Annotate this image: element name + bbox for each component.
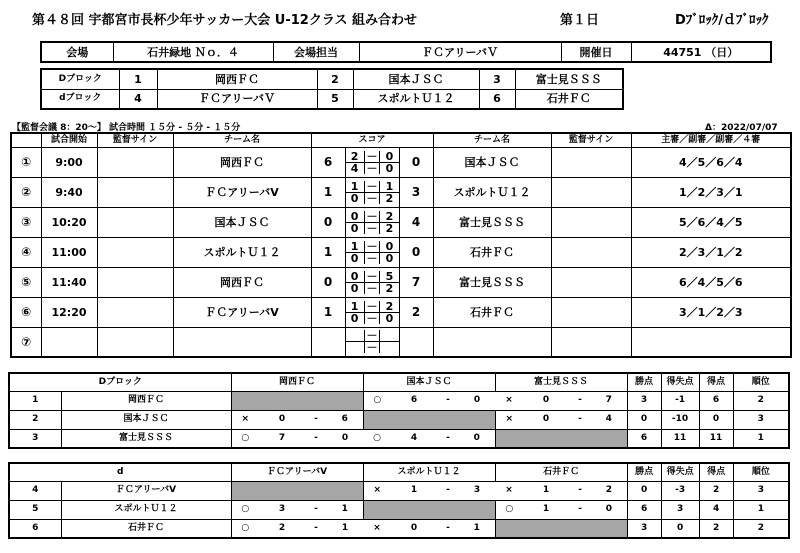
team-number: 3 — [9, 429, 61, 448]
team-number: 6 — [9, 519, 61, 538]
home-team: ＦＣアリーバV — [173, 297, 311, 327]
away-sign — [551, 267, 631, 297]
score-dash: － — [364, 330, 380, 341]
team-name: 岡西ＦＣ — [61, 391, 231, 410]
goal-difference: -3 — [661, 481, 699, 500]
away-second-half: 0 — [379, 313, 398, 324]
score-separator: - — [437, 429, 459, 448]
home-second-half: 0 — [350, 251, 359, 265]
opponent-header: 富士見ＳＳＳ — [495, 373, 627, 391]
goals-for: 2 — [259, 519, 305, 538]
away-second-half: 2 — [379, 283, 398, 294]
page-title: 第４８回 宇都宮市長杯少年サッカー大会 U-12クラス 組み合わせ — [32, 13, 417, 28]
team-number: 2 — [317, 69, 353, 89]
goals-against: 4 — [591, 410, 627, 429]
home-sign — [97, 147, 173, 177]
standings-row — [9, 391, 789, 410]
team-number: 3 — [479, 69, 515, 89]
goals-for: 0 — [391, 519, 437, 538]
home-score: 0 — [311, 267, 345, 297]
away-first-half — [379, 330, 398, 341]
updated-date: Δ：2022/07/07 — [705, 123, 778, 133]
goals-for: 7 — [259, 429, 305, 448]
home-sign — [97, 237, 173, 267]
home-second-half: 0 — [350, 311, 359, 325]
team-name: 富士見ＳＳＳ — [61, 429, 231, 448]
self-match-cell — [495, 429, 627, 448]
rank: 2 — [733, 519, 789, 538]
points: 0 — [627, 410, 661, 429]
goals-scored: 2 — [699, 519, 733, 538]
away-team: 富士見ＳＳＳ — [433, 267, 551, 297]
away-score: 3 — [399, 177, 433, 207]
header-team: チーム名 — [173, 133, 311, 147]
match-time: 11:40 — [41, 267, 97, 297]
match-row — [11, 237, 791, 267]
team-number: 5 — [317, 89, 353, 109]
goals-scored: 11 — [699, 429, 733, 448]
half-scores — [345, 237, 399, 267]
goals-scored: 4 — [699, 500, 733, 519]
goals-for: 1 — [391, 481, 437, 500]
referee-assignment: 3／1／2／3 — [631, 297, 791, 327]
header-score: スコア — [311, 133, 433, 147]
home-first-half — [346, 330, 364, 341]
away-team: 石井ＦＣ — [433, 297, 551, 327]
match-number: ⑥ — [11, 297, 41, 327]
standings-row — [9, 500, 789, 519]
team-name: 石井ＦＣ — [61, 519, 231, 538]
referee-assignment: 5／6／4／5 — [631, 207, 791, 237]
team-number: 2 — [9, 410, 61, 429]
score-separator: - — [437, 519, 459, 538]
schedule-table — [10, 132, 792, 358]
home-sign — [97, 297, 173, 327]
match-row — [11, 177, 791, 207]
home-first-half: 1 — [350, 239, 359, 253]
score-separator: - — [305, 410, 327, 429]
block-label: Dﾌﾞﾛｯｸ/ｄﾌﾞﾛｯｸ — [675, 13, 769, 28]
home-first-half: 1 — [350, 299, 359, 313]
stat-header: 得点 — [699, 463, 733, 481]
result-mark: ○ — [363, 429, 391, 448]
standings-header-row — [9, 373, 789, 391]
away-second-half: 2 — [379, 223, 398, 234]
points: 3 — [627, 519, 661, 538]
home-score: 1 — [311, 297, 345, 327]
match-number: ④ — [11, 237, 41, 267]
self-match-cell — [363, 500, 495, 519]
stat-header: 順位 — [733, 463, 789, 481]
rank: 3 — [733, 481, 789, 500]
goal-difference: 3 — [661, 500, 699, 519]
home-team — [173, 327, 311, 357]
goals-against: 7 — [591, 391, 627, 410]
standings-row — [9, 519, 789, 538]
score-separator: - — [437, 391, 459, 410]
home-team: ＦＣアリーバV — [173, 177, 311, 207]
score-dash: － — [364, 223, 380, 234]
result-mark: ○ — [231, 500, 259, 519]
result-mark: × — [495, 481, 523, 500]
header-sign: 監督サイン — [97, 133, 173, 147]
goals-against: 0 — [591, 500, 627, 519]
goals-against: 6 — [327, 410, 363, 429]
home-score: 1 — [311, 237, 345, 267]
home-sign — [97, 177, 173, 207]
stat-header: 得点 — [699, 373, 733, 391]
goals-for: 4 — [391, 429, 437, 448]
match-time: 12:20 — [41, 297, 97, 327]
self-match-cell — [231, 391, 363, 410]
standings-row — [9, 429, 789, 448]
goals-against: 1 — [327, 500, 363, 519]
goals-against: 2 — [591, 481, 627, 500]
score-separator: - — [569, 481, 591, 500]
points: 6 — [627, 429, 661, 448]
goal-difference: -1 — [661, 391, 699, 410]
home-team: 岡西ＦＣ — [173, 267, 311, 297]
self-match-cell — [231, 481, 363, 500]
result-mark: × — [495, 410, 523, 429]
team-number: 6 — [479, 89, 515, 109]
stat-header: 順位 — [733, 373, 789, 391]
meeting-info: 【監督会議 8：20～】 試合時間 １５分 - ５分 - １５分 — [12, 123, 241, 133]
score-dash: － — [364, 193, 380, 204]
goals-scored: 6 — [699, 391, 733, 410]
team-number: 4 — [9, 481, 61, 500]
standings-table-d — [8, 462, 790, 539]
team-number: 1 — [9, 391, 61, 410]
header-refs: 主審／副審／副審／４審 — [631, 133, 791, 147]
home-score — [311, 327, 345, 357]
venue-label: 会場 — [41, 42, 113, 62]
away-score: 0 — [399, 237, 433, 267]
score-dash: － — [364, 301, 380, 312]
home-second-half: 4 — [350, 161, 359, 175]
match-number: ② — [11, 177, 41, 207]
home-team: 岡西ＦＣ — [173, 147, 311, 177]
result-mark: ○ — [231, 429, 259, 448]
match-time: 9:40 — [41, 177, 97, 207]
goals-against: 3 — [459, 481, 495, 500]
home-first-half: 0 — [350, 269, 359, 283]
half-scores — [345, 147, 399, 177]
points: 3 — [627, 391, 661, 410]
goal-difference: -10 — [661, 410, 699, 429]
block-name: Dブロック — [41, 69, 119, 89]
away-second-half: 0 — [379, 163, 398, 174]
away-sign — [551, 207, 631, 237]
goal-difference: 11 — [661, 429, 699, 448]
away-team: 富士見ＳＳＳ — [433, 207, 551, 237]
match-row — [11, 207, 791, 237]
away-score: 0 — [399, 147, 433, 177]
block-team-table — [40, 68, 624, 110]
standings-block-name: d — [9, 463, 231, 481]
team-name: ＦＣアリーバＶ — [157, 89, 317, 109]
away-second-half — [379, 342, 398, 353]
opponent-header: スポルトＵ１２ — [363, 463, 495, 481]
team-name: 富士見ＳＳＳ — [515, 69, 623, 89]
header-num — [11, 133, 41, 147]
team-number: 1 — [119, 69, 157, 89]
goals-for: 0 — [259, 410, 305, 429]
goals-against: 0 — [459, 391, 495, 410]
home-score: 0 — [311, 207, 345, 237]
score-dash: － — [364, 283, 380, 294]
standings-block-name: Dブロック — [9, 373, 231, 391]
goals-against: 0 — [459, 429, 495, 448]
half-scores — [345, 267, 399, 297]
home-second-half — [346, 342, 364, 353]
goals-against: 0 — [327, 429, 363, 448]
match-time: 10:20 — [41, 207, 97, 237]
result-mark: × — [231, 410, 259, 429]
score-dash: － — [364, 342, 380, 353]
header-start: 試合開始 — [41, 133, 97, 147]
home-second-half: 0 — [350, 191, 359, 205]
half-scores — [345, 297, 399, 327]
match-number: ① — [11, 147, 41, 177]
goals-against: 1 — [459, 519, 495, 538]
match-row — [11, 327, 791, 357]
goals-scored: 2 — [699, 481, 733, 500]
stat-header: 勝点 — [627, 373, 661, 391]
score-dash: － — [364, 253, 380, 264]
score-dash: － — [364, 211, 380, 222]
match-time — [41, 327, 97, 357]
team-number: 5 — [9, 500, 61, 519]
day-label: 第１日 — [560, 13, 600, 28]
away-first-half: 5 — [379, 271, 398, 282]
home-team: 国本ＪＳＣ — [173, 207, 311, 237]
home-score: 6 — [311, 147, 345, 177]
referee-assignment: 6／4／5／6 — [631, 267, 791, 297]
result-mark: × — [495, 391, 523, 410]
standings-row — [9, 410, 789, 429]
away-score: 4 — [399, 207, 433, 237]
result-mark: ○ — [363, 391, 391, 410]
home-second-half: 0 — [350, 221, 359, 235]
home-first-half: 0 — [350, 209, 359, 223]
team-name: 国本ＪＳＣ — [61, 410, 231, 429]
schedule-header-row — [11, 133, 791, 147]
home-first-half: 1 — [350, 179, 359, 193]
away-team: 国本ＪＳＣ — [433, 147, 551, 177]
away-second-half: 0 — [379, 253, 398, 264]
goals-against: 1 — [327, 519, 363, 538]
score-dash: － — [364, 151, 380, 162]
score-separator: - — [569, 500, 591, 519]
header-team2: チーム名 — [433, 133, 551, 147]
header-sign2: 監督サイン — [551, 133, 631, 147]
score-separator: - — [569, 410, 591, 429]
match-time: 9:00 — [41, 147, 97, 177]
rank: 2 — [733, 391, 789, 410]
away-second-half: 2 — [379, 193, 398, 204]
staff-label: 会場担当 — [273, 42, 359, 62]
opponent-header: ＦＣアリーバV — [231, 463, 363, 481]
away-team: 石井ＦＣ — [433, 237, 551, 267]
opponent-header: 岡西ＦＣ — [231, 373, 363, 391]
goals-for: 0 — [523, 391, 569, 410]
home-score: 1 — [311, 177, 345, 207]
score-dash: － — [364, 241, 380, 252]
opponent-header: 石井ＦＣ — [495, 463, 627, 481]
away-sign — [551, 297, 631, 327]
points: 0 — [627, 481, 661, 500]
away-sign — [551, 177, 631, 207]
block-name: dブロック — [41, 89, 119, 109]
date-label: 開催日 — [561, 42, 631, 62]
match-time: 11:00 — [41, 237, 97, 267]
goals-scored: 0 — [699, 410, 733, 429]
half-scores — [345, 327, 399, 357]
team-name: ＦＣアリーバV — [61, 481, 231, 500]
venue-value: 石井緑地 Ｎｏ．４ — [113, 42, 273, 62]
result-mark: × — [363, 519, 391, 538]
score-dash: － — [364, 313, 380, 324]
away-first-half: 1 — [379, 181, 398, 192]
block-row — [41, 89, 623, 109]
standings-table-D — [8, 372, 790, 449]
away-team: スポルトＵ１２ — [433, 177, 551, 207]
date-value: 44751 （日） — [631, 42, 771, 62]
home-first-half: 2 — [350, 149, 359, 163]
away-first-half: 0 — [379, 241, 398, 252]
standings-row — [9, 481, 789, 500]
away-score — [399, 327, 433, 357]
score-dash: － — [364, 163, 380, 174]
match-number: ⑦ — [11, 327, 41, 357]
team-name: 国本ＪＳＣ — [353, 69, 479, 89]
away-sign — [551, 237, 631, 267]
match-row — [11, 267, 791, 297]
score-dash: － — [364, 271, 380, 282]
match-row — [11, 147, 791, 177]
home-sign — [97, 327, 173, 357]
goals-for: 6 — [391, 391, 437, 410]
score-separator: - — [305, 429, 327, 448]
goals-for: 1 — [523, 481, 569, 500]
standings-header-row — [9, 463, 789, 481]
team-name: スポルトＵ１２ — [353, 89, 479, 109]
result-mark: × — [363, 481, 391, 500]
score-separator: - — [305, 500, 327, 519]
away-sign — [551, 327, 631, 357]
stat-header: 得失点 — [661, 373, 699, 391]
referee-assignment: 4／5／6／4 — [631, 147, 791, 177]
staff-value: ＦＣアリーバＶ — [359, 42, 561, 62]
team-name: 岡西ＦＣ — [157, 69, 317, 89]
away-score: 2 — [399, 297, 433, 327]
home-second-half: 0 — [350, 281, 359, 295]
stat-header: 得失点 — [661, 463, 699, 481]
block-row — [41, 69, 623, 89]
away-score: 7 — [399, 267, 433, 297]
match-row — [11, 297, 791, 327]
rank: 1 — [733, 429, 789, 448]
score-separator: - — [569, 391, 591, 410]
home-team: スポルトＵ１２ — [173, 237, 311, 267]
opponent-header: 国本ＪＳＣ — [363, 373, 495, 391]
result-mark: ○ — [495, 500, 523, 519]
team-name: スポルトＵ１２ — [61, 500, 231, 519]
referee-assignment: 1／2／3／1 — [631, 177, 791, 207]
away-first-half: 0 — [379, 151, 398, 162]
match-number: ⑤ — [11, 267, 41, 297]
score-separator: - — [305, 519, 327, 538]
self-match-cell — [495, 519, 627, 538]
result-mark: ○ — [231, 519, 259, 538]
team-name: 石井ＦＣ — [515, 89, 623, 109]
referee-assignment: 2／3／1／2 — [631, 237, 791, 267]
goals-for: 3 — [259, 500, 305, 519]
away-first-half: 2 — [379, 211, 398, 222]
score-dash: － — [364, 181, 380, 192]
points: 6 — [627, 500, 661, 519]
self-match-cell — [363, 410, 495, 429]
half-scores — [345, 177, 399, 207]
home-sign — [97, 207, 173, 237]
venue-table — [40, 41, 772, 63]
goals-for: 1 — [523, 500, 569, 519]
half-scores — [345, 207, 399, 237]
home-sign — [97, 267, 173, 297]
away-team — [433, 327, 551, 357]
away-sign — [551, 147, 631, 177]
goals-for: 0 — [523, 410, 569, 429]
away-first-half: 2 — [379, 301, 398, 312]
match-number: ③ — [11, 207, 41, 237]
goal-difference: 0 — [661, 519, 699, 538]
rank: 1 — [733, 500, 789, 519]
rank: 3 — [733, 410, 789, 429]
score-separator: - — [437, 481, 459, 500]
team-number: 4 — [119, 89, 157, 109]
stat-header: 勝点 — [627, 463, 661, 481]
referee-assignment — [631, 327, 791, 357]
